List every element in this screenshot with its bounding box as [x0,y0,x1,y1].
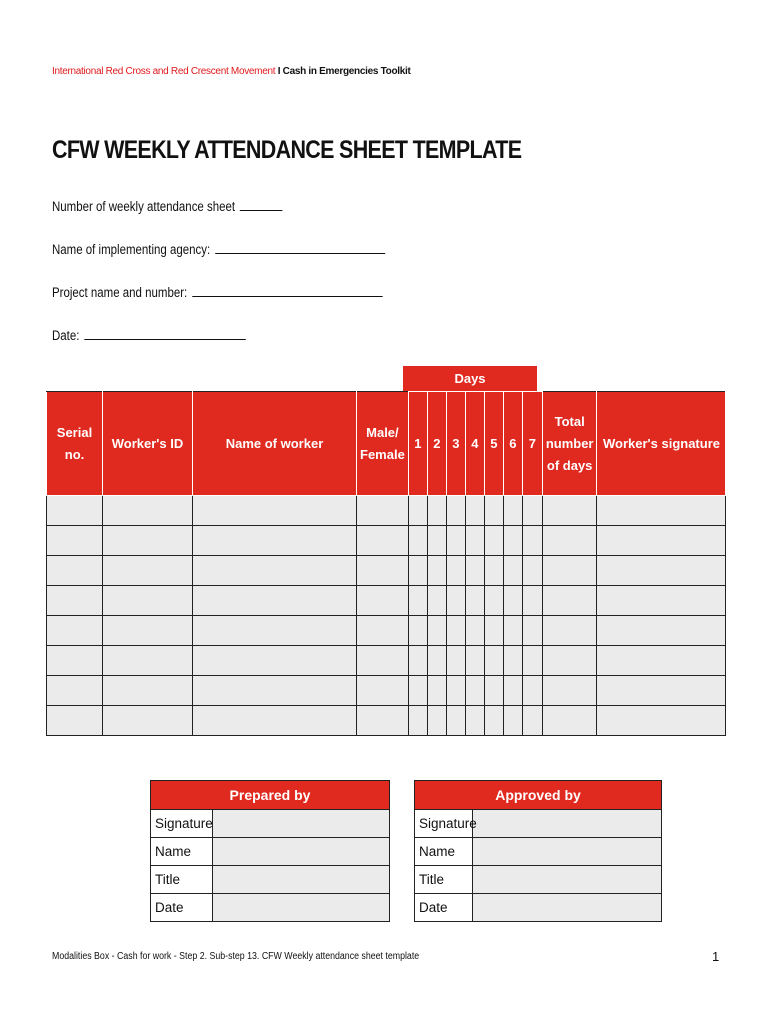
agency-field [52,242,385,257]
cell-sex[interactable] [357,706,409,736]
cell-worker-id[interactable] [103,526,193,556]
cell-day-1[interactable] [408,646,427,676]
approved-by-table [414,780,662,922]
cell-signature[interactable] [597,556,726,586]
sheet-number-field [52,199,282,214]
cell-day-2[interactable] [427,586,446,616]
table-row [47,646,726,676]
cell-day-4[interactable] [465,706,484,736]
cell-day-4[interactable] [465,496,484,526]
cell-day-7[interactable] [522,556,542,586]
cell-day-7[interactable] [522,676,542,706]
cell-day-4[interactable] [465,526,484,556]
cell-day-3[interactable] [446,586,465,616]
col-worker-id: Worker's ID [103,392,193,496]
cell-day-6[interactable] [503,676,522,706]
cell-serial[interactable] [47,526,103,556]
date-field [52,328,246,343]
col-serial: Serial no. [47,392,103,496]
cell-day-1[interactable] [408,496,427,526]
col-total: Total number of days [542,392,597,496]
col-signature: Worker's signature [597,392,726,496]
col-day-5: 5 [484,392,503,496]
page-number: 1 [712,949,720,964]
footer-text: Modalities Box - Cash for work - Step 2. Sub-step 13. CFW Weekly attendance sheet template [52,951,420,962]
approved-name-cell[interactable] [473,838,662,866]
col-sex: Male/ Female [357,392,409,496]
approved-by-heading: Approved by [415,781,662,810]
cell-day-4[interactable] [465,586,484,616]
cell-serial[interactable] [47,676,103,706]
cell-total[interactable] [542,676,597,706]
cell-total[interactable] [542,556,597,586]
approved-signature-cell[interactable] [473,810,662,838]
cell-day-6[interactable] [503,706,522,736]
cell-day-3[interactable] [446,676,465,706]
cell-serial[interactable] [47,556,103,586]
cell-signature[interactable] [597,616,726,646]
col-day-3: 3 [446,392,465,496]
prepared-by-table [150,780,390,922]
cell-sex[interactable] [357,496,409,526]
col-day-1: 1 [408,392,427,496]
date-blank[interactable] [84,338,246,340]
cell-signature[interactable] [597,646,726,676]
cell-total[interactable] [542,586,597,616]
table-row [47,556,726,586]
cell-day-1[interactable] [408,616,427,646]
header-separator: I [277,66,281,77]
prepared-title-cell[interactable] [213,866,390,894]
cell-sex[interactable] [357,676,409,706]
cell-worker-id[interactable] [103,496,193,526]
col-day-7: 7 [522,392,542,496]
date-label: Date: [52,328,80,343]
cell-day-1[interactable] [408,676,427,706]
cell-day-7[interactable] [522,706,542,736]
cell-serial[interactable] [47,706,103,736]
attendance-header-row [47,392,726,496]
cell-total[interactable] [542,496,597,526]
cell-day-7[interactable] [522,586,542,616]
prepared-name-cell[interactable] [213,838,390,866]
cell-worker-id[interactable] [103,616,193,646]
cell-worker-id[interactable] [103,586,193,616]
table-row [47,586,726,616]
agency-label: Name of implementing agency: [52,242,211,257]
cell-sex[interactable] [357,586,409,616]
approved-title-label: Title [415,866,473,894]
cell-signature[interactable] [597,706,726,736]
prepared-by-heading: Prepared by [151,781,390,810]
cell-sex[interactable] [357,616,409,646]
table-row [47,526,726,556]
cell-day-2[interactable] [427,646,446,676]
cell-day-6[interactable] [503,616,522,646]
cell-day-5[interactable] [484,616,503,646]
cell-name[interactable] [193,676,357,706]
cell-day-5[interactable] [484,496,503,526]
cell-total[interactable] [542,526,597,556]
cell-day-4[interactable] [465,556,484,586]
cell-signature[interactable] [597,586,726,616]
col-day-4: 4 [465,392,484,496]
cell-signature[interactable] [597,496,726,526]
cell-day-6[interactable] [503,496,522,526]
cell-day-3[interactable] [446,526,465,556]
cell-day-3[interactable] [446,556,465,586]
header-organization: International Red Cross and Red Crescent Movement [52,66,276,77]
attendance-table [46,391,726,736]
prepared-title-label: Title [151,866,213,894]
cell-name[interactable] [193,616,357,646]
project-label: Project name and number: [52,285,188,300]
cell-worker-id[interactable] [103,556,193,586]
prepared-signature-label: Signature [151,810,213,838]
cell-day-7[interactable] [522,616,542,646]
approved-signature-label: Signature [415,810,473,838]
cell-name[interactable] [193,586,357,616]
agency-blank[interactable] [215,252,385,254]
cell-day-4[interactable] [465,616,484,646]
cell-name[interactable] [193,646,357,676]
cell-total[interactable] [542,616,597,646]
cell-name[interactable] [193,706,357,736]
cell-signature[interactable] [597,676,726,706]
page-title: CFW WEEKLY ATTENDANCE SHEET TEMPLATE [52,136,522,164]
col-day-2: 2 [427,392,446,496]
project-blank[interactable] [192,295,382,297]
cell-day-2[interactable] [427,556,446,586]
cell-total[interactable] [542,646,597,676]
table-row [47,706,726,736]
cell-day-7[interactable] [522,496,542,526]
prepared-date-label: Date [151,894,213,922]
cell-serial[interactable] [47,616,103,646]
prepared-date-cell[interactable] [213,894,390,922]
sheet-number-label: Number of weekly attendance sheet [52,199,236,214]
cell-day-3[interactable] [446,706,465,736]
cell-day-5[interactable] [484,556,503,586]
cell-day-1[interactable] [408,586,427,616]
sheet-number-blank[interactable] [240,209,283,211]
cell-day-2[interactable] [427,526,446,556]
table-row [47,496,726,526]
prepared-signature-cell[interactable] [213,810,390,838]
cell-name[interactable] [193,526,357,556]
col-name: Name of worker [193,392,357,496]
cell-day-5[interactable] [484,706,503,736]
approved-title-cell[interactable] [473,866,662,894]
cell-day-6[interactable] [503,556,522,586]
cell-day-6[interactable] [503,646,522,676]
cell-sex[interactable] [357,526,409,556]
cell-day-2[interactable] [427,706,446,736]
cell-day-1[interactable] [408,556,427,586]
cell-day-7[interactable] [522,646,542,676]
cell-worker-id[interactable] [103,676,193,706]
cell-day-1[interactable] [408,706,427,736]
project-field [52,285,383,300]
cell-day-6[interactable] [503,526,522,556]
cell-serial[interactable] [47,496,103,526]
cell-day-2[interactable] [427,496,446,526]
cell-day-3[interactable] [446,616,465,646]
cell-day-4[interactable] [465,646,484,676]
cell-day-5[interactable] [484,676,503,706]
approved-date-cell[interactable] [473,894,662,922]
cell-day-3[interactable] [446,646,465,676]
cell-day-3[interactable] [446,496,465,526]
col-day-6: 6 [503,392,522,496]
days-header: Days [403,366,537,391]
cell-day-7[interactable] [522,526,542,556]
cell-day-5[interactable] [484,586,503,616]
cell-day-5[interactable] [484,526,503,556]
cell-serial[interactable] [47,586,103,616]
cell-name[interactable] [193,496,357,526]
cell-day-6[interactable] [503,586,522,616]
cell-sex[interactable] [357,556,409,586]
cell-day-1[interactable] [408,526,427,556]
attendance-body [47,496,726,736]
table-row [47,676,726,706]
approved-name-label: Name [415,838,473,866]
cell-worker-id[interactable] [103,646,193,676]
table-row [47,616,726,646]
approved-date-label: Date [415,894,473,922]
cell-day-5[interactable] [484,646,503,676]
cell-day-2[interactable] [427,676,446,706]
cell-serial[interactable] [47,646,103,676]
cell-worker-id[interactable] [103,706,193,736]
cell-sex[interactable] [357,646,409,676]
cell-day-2[interactable] [427,616,446,646]
prepared-name-label: Name [151,838,213,866]
document-header [52,66,411,77]
cell-name[interactable] [193,556,357,586]
cell-total[interactable] [542,706,597,736]
cell-signature[interactable] [597,526,726,556]
header-toolkit: Cash in Emergencies Toolkit [282,66,411,77]
cell-day-4[interactable] [465,676,484,706]
